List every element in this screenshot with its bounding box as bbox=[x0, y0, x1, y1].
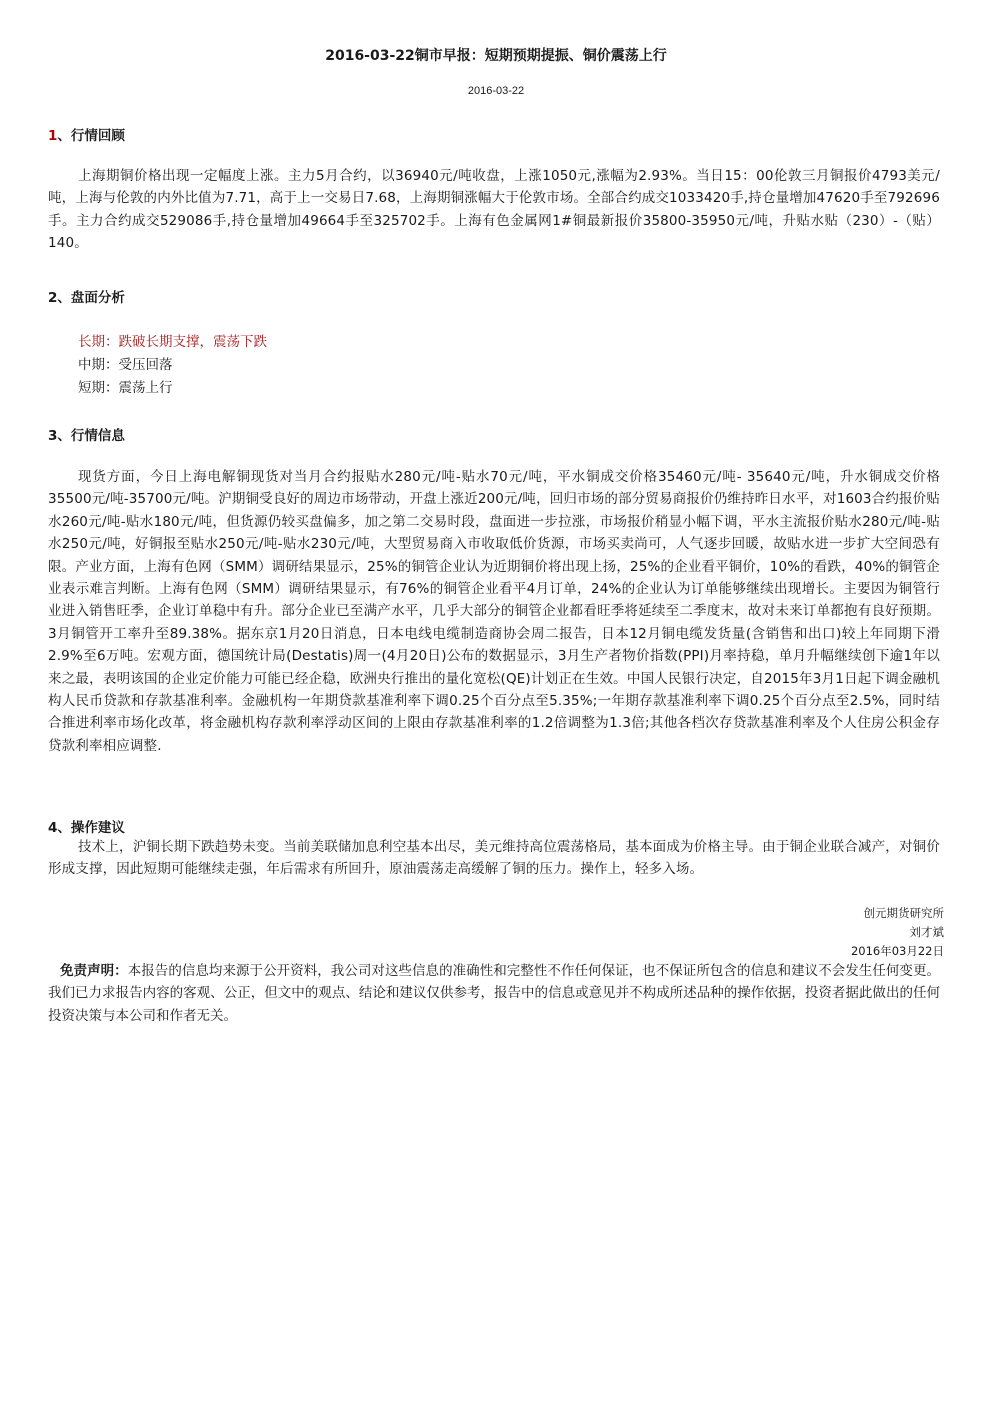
section-1-title: 、行情回顾 bbox=[57, 128, 125, 144]
report-title: 2016-03-22铜市早报：短期预期提振、铜价震荡上行 bbox=[325, 48, 667, 64]
section-4-heading: 4、操作建议 bbox=[48, 820, 125, 836]
section-1-body: 上海期铜价格出现一定幅度上涨。主力5月合约，以36940元/吨收盘，上涨1050元,涨幅为2.93%。当日15：00伦敦三月铜报价4793美元/吨，上海与伦敦的内外比值为7.71，高于上一交易日7.68，上海期铜涨幅大于伦敦市场。全部合约成交1033420手,持仓量增加47620手至792696 手。主力合约成交529086手,持仓量增加49664手至325702手。上海有色金属网1#铜最新报价35800-35950元/吨，升贴水贴（230）-（贴）140。 bbox=[48, 168, 940, 252]
section-3-heading: 3、行情信息 bbox=[48, 428, 125, 444]
disclaimer-lead: 免责声明： bbox=[60, 963, 128, 979]
signature-org: 创元期货研究所 bbox=[863, 906, 944, 920]
section-3-body: 现货方面，今日上海电解铜现货对当月合约报贴水280元/吨-贴水70元/吨，平水铜成交价格35460元/吨- 35640元/吨，升水铜成交价格35500元/吨-35700元/吨。沪期铜受良好的周边市场带动，开盘上涨近200元/吨，回归市场的部分贸易商报价仍维持昨日水平，对1603合约报价贴水260元/吨-贴水180元/吨，但货源仍较买盘偏多，加之第二交易时段，盘面进一步拉涨，市场报价稍显小幅下调，平水主流报价贴水280元/吨-贴水250元/吨，好铜报至贴水250元/吨-贴水230元/吨，大型贸易商入市收取低价货源，市场买卖尚可，人气逐步回暖，故贴水进一步扩大空间恐有限。产业方面，上海有色网（SMM）调研结果显示，25%的铜管企业认为近期铜价将出现上扬，25%的企业看平铜价，10%的看跌，40%的铜管企业表示难言判断。上海有色网（SMM）调研结果显示，有76%的铜管企业看平4月订单，24%的企业认为订单能够继续出现增长。主要因为铜管行业进入销售旺季，企业订单稳中有升。部分企业已至满产水平，几乎大部分的铜管企业都看旺季将延续至二季度末，故对未来订单都抱有良好预期。3月铜管开工率升至89.38%。据东京1月20日消息，日本电线电缆制造商协会周二报告，日本12月铜电缆发货量(含销售和出口)较上年同期下滑2.9%至6万吨。宏观方面，德国统计局(Destatis)周一(4月20日)公布的数据显示，3月生产者物价指数(PPI)月率持稳，单月升幅继续创下逾1年以来之最，表明该国的企业定价能力可能已经企稳，欧洲央行推出的量化宽松(QE)计划正在生效。中国人民银行决定，自2015年3月1日起下调金融机构人民币贷款和存款基准利率。金融机构一年期贷款基准利率下调0.25个百分点至5.35%;一年期存款基准利率下调0.25个百分点至2.5%，同时结合推进利率市场化改革，将金融机构存款利率浮动区间的上限由存款基准利率的1.2倍调整为1.3倍;其他各档次存贷款基准利率及个人住房公积金存贷款利率相应调整. bbox=[48, 469, 940, 754]
disclaimer bbox=[48, 960, 940, 1027]
signature-author: 刘才斌 bbox=[909, 925, 944, 939]
section-2-heading: 2、盘面分析 bbox=[48, 290, 125, 306]
signature-date: 2016年03月22日 bbox=[850, 944, 944, 958]
analysis-long-term: 长期：跌破长期支撑，震荡下跌 bbox=[78, 334, 267, 350]
analysis-short-term: 短期：震荡上行 bbox=[78, 380, 173, 396]
analysis-mid-term: 中期：受压回落 bbox=[78, 357, 173, 373]
section-1-heading bbox=[48, 124, 125, 144]
section-1-number: 1 bbox=[48, 128, 58, 144]
report-date: 2016-03-22 bbox=[467, 85, 525, 97]
section-4-body: 技术上，沪铜长期下跌趋势未变。当前美联储加息利空基本出尽，美元维持高位震荡格局，基本面成为价格主导。由于铜企业联合减产，对铜价形成支撑，因此短期可能继续走强，年后需求有所回升，原油震荡走高缓解了铜的压力。操作上，轻多入场。 bbox=[48, 839, 940, 878]
disclaimer-body: 本报告的信息均来源于公开资料，我公司对这些信息的准确性和完整性不作任何保证，也不保证所包含的信息和建议不会发生任何变更。我们已力求报告内容的客观、公正，但文中的观点、结论和建议仅供参考，报告中的信息或意见并不构成所述品种的操作依据，投资者据此做出的任何投资决策与本公司和作者无关。 bbox=[48, 963, 941, 1024]
